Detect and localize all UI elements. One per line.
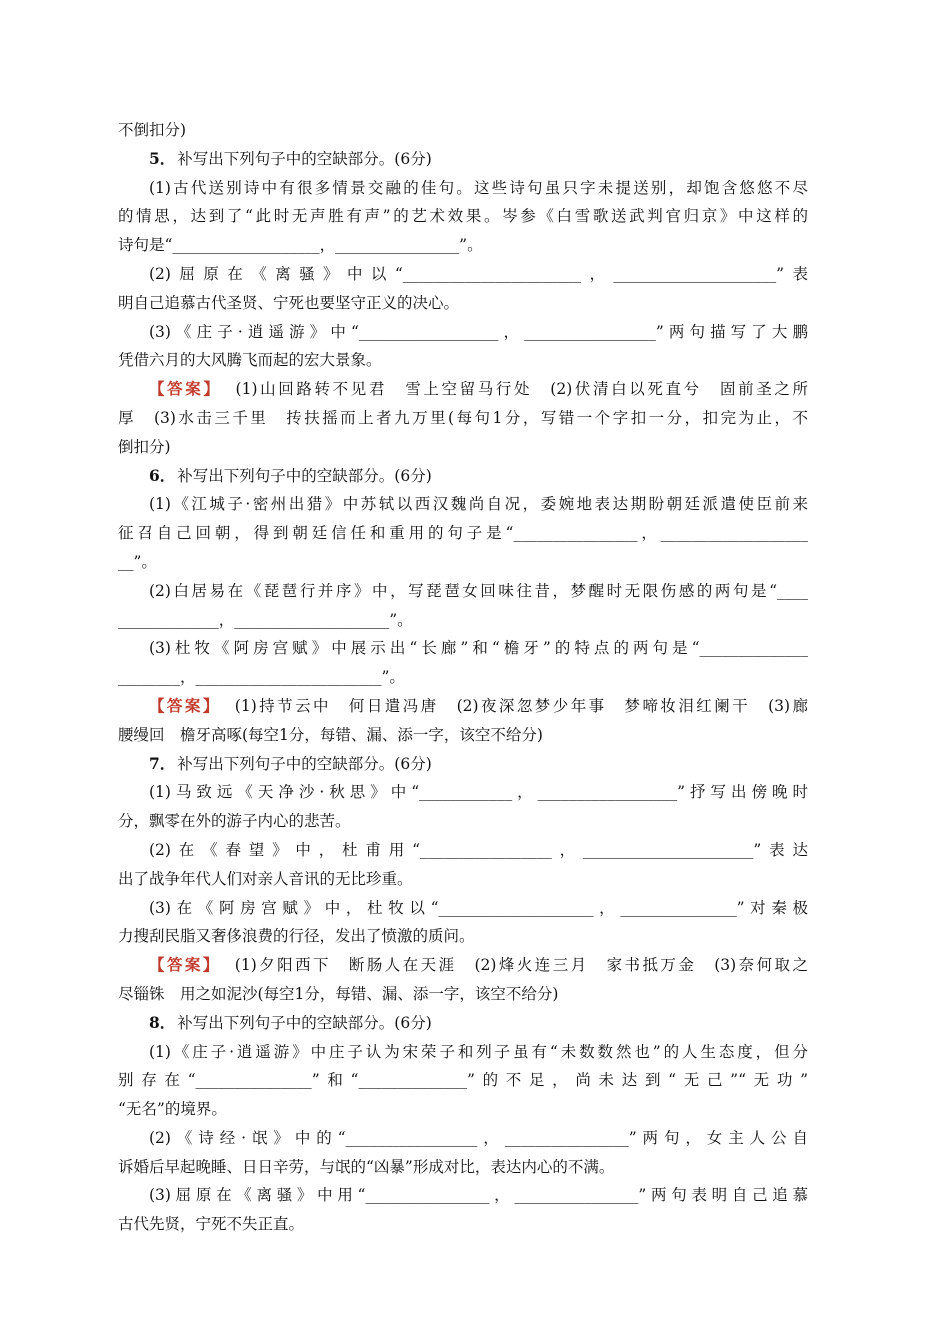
answer-line — [118, 375, 808, 404]
line-text: 分，飘零在外的游子内心的悲苦。 — [118, 812, 351, 831]
text-line — [118, 174, 808, 203]
line-text: _____________，____________________”。 — [118, 610, 413, 629]
text-line — [118, 318, 808, 347]
line-text: 腰缦回 檐牙高啄(每空1分，每错、漏、添一字，该空不给分) — [118, 725, 543, 744]
line-text: (3)杜牧《阿房宫赋》中展示出“长廊”和“檐牙”的特点的两句是“______________ — [149, 639, 808, 658]
text-line — [118, 548, 808, 577]
line-text: (1)持节云中 何日遣冯唐 (2)夜深忽梦少年事 梦啼妆泪红阑干 (3)廊 — [234, 696, 808, 715]
answer-label: 【答案】 — [149, 955, 221, 975]
question-number: 6． — [149, 465, 176, 485]
line-text: 凭借六月的大风腾飞而起的宏大景象。 — [118, 351, 382, 370]
text-line — [118, 116, 808, 145]
text-line — [118, 1124, 808, 1153]
line-text: 诉婚后早起晚睡、日日辛劳，与氓的“凶暴”形成对比，表达内心的不满。 — [118, 1157, 615, 1176]
line-text: 征召自己回朝，得到朝廷信任和重用的句子是“________________，___________________ — [118, 524, 808, 543]
line-text: __”。 — [118, 552, 157, 571]
line-text: 补写出下列句子中的空缺部分。(6分) — [177, 754, 432, 773]
answer-line — [118, 951, 808, 980]
line-text: (2)屈原在《离骚》中以“_______________________，_____________________”表 — [149, 264, 808, 283]
line-text: 倒扣分) — [118, 437, 171, 456]
question-heading — [118, 750, 808, 779]
line-text: (3)屈原在《离骚》中用“________________，________________”两句表明自己追慕 — [149, 1186, 808, 1205]
line-text: 古代先贤，宁死不失正直。 — [118, 1215, 305, 1234]
line-text: (3)在《阿房宫赋》中，杜牧以“____________________，_______________”对秦极 — [149, 898, 808, 917]
text-line — [118, 663, 808, 692]
line-text: 补写出下列句子中的空缺部分。(6分) — [177, 149, 432, 168]
line-text: 的情思，达到了“此时无声胜有声”的艺术效果。岑参《白雪歌送武判官归京》中这样的 — [118, 207, 808, 226]
line-text: (3)《庄子·逍遥游》中“__________________，_________________”两句描写了大鹏 — [149, 322, 808, 341]
text-line — [118, 1153, 808, 1182]
text-line — [118, 1038, 808, 1067]
line-text: (1)《庄子·逍遥游》中庄子认为宋荣子和列子虽有“未数数然也”的人生态度，但分 — [149, 1042, 808, 1061]
line-text: 诗句是“___________________，________________”。 — [118, 236, 483, 255]
answer-label: 【答案】 — [149, 695, 221, 715]
text-line — [118, 1095, 808, 1124]
line-text: (1)马致远《天净沙·秋思》中“____________，__________________”抒写出傍晚时 — [149, 783, 808, 802]
question-number: 5． — [149, 148, 176, 168]
text-line — [118, 836, 808, 865]
text-line — [118, 1066, 808, 1095]
text-line — [118, 922, 808, 951]
text-line — [118, 865, 808, 894]
text-line — [118, 980, 808, 1009]
text-line — [118, 231, 808, 260]
text-line — [118, 634, 808, 663]
line-text: 补写出下列句子中的空缺部分。(6分) — [177, 466, 432, 485]
text-line — [118, 721, 808, 750]
text-line — [118, 289, 808, 318]
text-line — [118, 1210, 808, 1239]
line-text: 厚 (3)水击三千里 抟扶摇而上者九万里(每句1分，写错一个字扣一分，扣完为止，不 — [118, 408, 808, 427]
text-line — [118, 202, 808, 231]
question-heading — [118, 462, 808, 491]
line-text: (2)《诗经·氓》中的“_________________，________________”两句，女主人公自 — [149, 1128, 808, 1147]
answer-line — [118, 692, 808, 721]
text-line — [118, 807, 808, 836]
text-line — [118, 346, 808, 375]
question-number: 8． — [149, 1012, 176, 1032]
text-line — [118, 606, 808, 635]
line-text: 力搜刮民脂又奢侈浪费的行径，发出了愤激的质问。 — [118, 927, 475, 946]
line-text: (2)在《春望》中，杜甫用“_________________，______________________”表达 — [149, 840, 808, 859]
text-line — [118, 577, 808, 606]
line-text: 尽锱铢 用之如泥沙(每空1分，每错、漏、添一字，该空不给分) — [118, 984, 559, 1003]
line-text: (2)白居易在《琵琶行并序》中，写琵琶女回味往昔，梦醒时无限伤感的两句是“____ — [149, 581, 808, 600]
line-text: “无名”的境界。 — [118, 1100, 227, 1119]
text-line — [118, 894, 808, 923]
line-text: 补写出下列句子中的空缺部分。(6分) — [177, 1013, 432, 1032]
line-text: 出了战争年代人们对亲人音讯的无比珍重。 — [118, 869, 413, 888]
text-line — [118, 260, 808, 289]
document-page — [118, 116, 808, 1239]
line-text: (1)山回路转不见君 雪上空留马行处 (2)伏清白以死直兮 固前圣之所 — [235, 380, 808, 399]
answer-label: 【答案】 — [149, 379, 222, 399]
question-heading — [118, 145, 808, 174]
text-line — [118, 1181, 808, 1210]
text-line — [118, 404, 808, 433]
line-text: (1)夕阳西下 断肠人在天涯 (2)烽火连三月 家书抵万金 (3)奈何取之 — [234, 956, 808, 975]
text-line — [118, 519, 808, 548]
line-text: 别存在“_______________”和“______________”的不足，尚未达到“无己”“无功” — [118, 1071, 808, 1090]
text-line — [118, 778, 808, 807]
text-line — [118, 490, 808, 519]
question-number: 7． — [149, 753, 176, 773]
text-line — [118, 433, 808, 462]
line-text: ________，________________________”。 — [118, 668, 405, 687]
line-text: (1)古代送别诗中有很多情景交融的佳句。这些诗句虽只字未提送别，却饱含悠悠不尽 — [149, 178, 808, 197]
line-text: (1)《江城子·密州出猎》中苏轼以西汉魏尚自况，委婉地表达期盼朝廷派遣使臣前来 — [149, 495, 808, 514]
line-text: 明自己追慕古代圣贤、宁死也要坚守正义的决心。 — [118, 293, 460, 312]
question-heading — [118, 1009, 808, 1038]
line-text: 不倒扣分) — [118, 121, 187, 139]
